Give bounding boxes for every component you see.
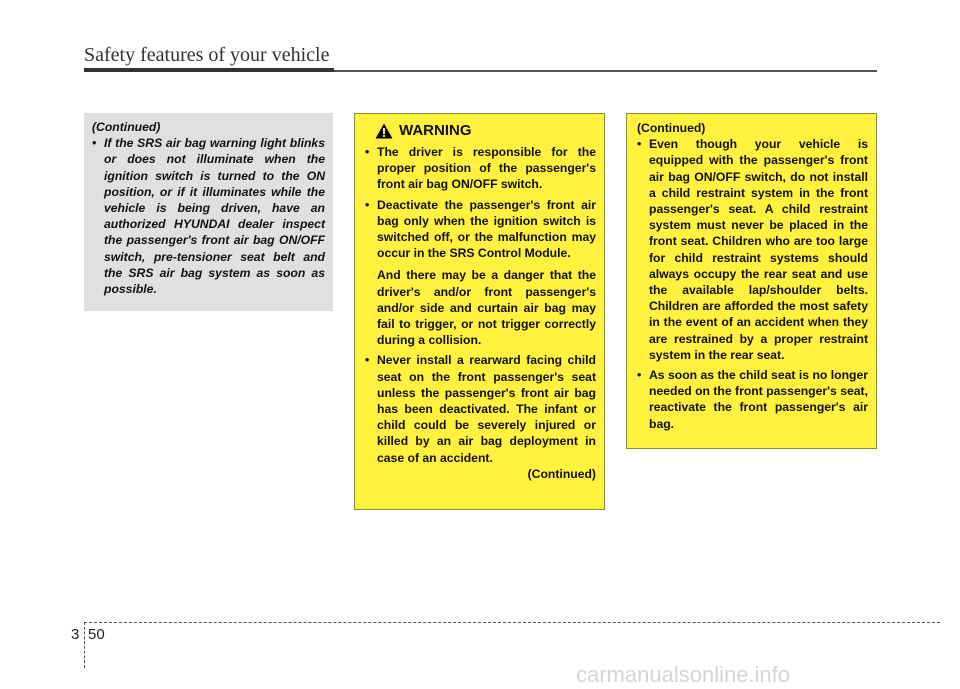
continued-list [637,136,868,432]
section-number: 3 [71,626,80,643]
footer-divider-vertical [84,622,85,668]
continued-warning-box [626,113,877,449]
warning-bullet-3: • Never install a rearward facing child seat on the front passenger's seat unless the passenger's front air bag has been deactivated. The infant or child could be severely injured or killed by an air bag deployment in case of an accident. [365,352,596,465]
page-number: 50 [88,626,105,643]
warning-bullet-2: • Deactivate the passenger's front air bag only when the ignition switch is switched off, or the malfunction may occur in the SRS Control Module. [365,197,596,262]
footer-divider [84,622,940,623]
warning-title: WARNING [399,122,472,139]
continued-bullet-2: • As soon as the child seat is no longer needed on the front passenger's seat, reactivate the front passenger's air bag. [637,367,868,432]
warning-box [354,113,605,510]
note-list [92,135,325,297]
continued-label: (Continued) [92,120,161,134]
warning-triangle-icon [375,123,393,139]
warning-header [375,122,596,140]
warning-bullet-1: • The driver is responsible for the proper position of the passenger's front air bag ON/OFF switch. [365,144,596,193]
warning-sub-paragraph: And there may be a danger that the driver's and/or front passenger's and/or side and curtain air bag may fail to trigger, or not trigger correctly during a collision. [377,268,596,348]
continued-bullet-1: • Even though your vehicle is equipped with the passenger's front air bag ON/OFF switch, do not install a child restraint system in the front passenger's seat. A child restraint system must never be placed in the front seat. Children who are too large for child restraint systems should always occupy the rear seat and use the available lap/shoulder belts. Children are afforded the most safety in the event of an accident when they are restrained by a proper restraint system in the rear seat. [637,136,868,363]
warning-list [365,144,596,261]
page-header-title: Safety features of your vehicle [84,44,330,66]
header-rule-thick [84,68,334,72]
continued-note-box [84,113,333,311]
watermark: carmanualsonline.info [576,662,791,687]
warning-continued-label: (Continued) [527,466,596,481]
header-rule-thin [334,70,877,72]
continued-label: (Continued) [637,121,706,135]
note-bullet: • If the SRS air bag warning light blinks or does not illuminate when the ignition switch is turned to the ON position, or if it illuminates while the vehicle is being driven, have an authorized HYUNDAI dealer inspect the passenger's front air bag ON/OFF switch, pre-tensioner seat belt and the SRS air bag system as soon as possible. [92,135,325,297]
warning-list-2 [365,352,596,465]
